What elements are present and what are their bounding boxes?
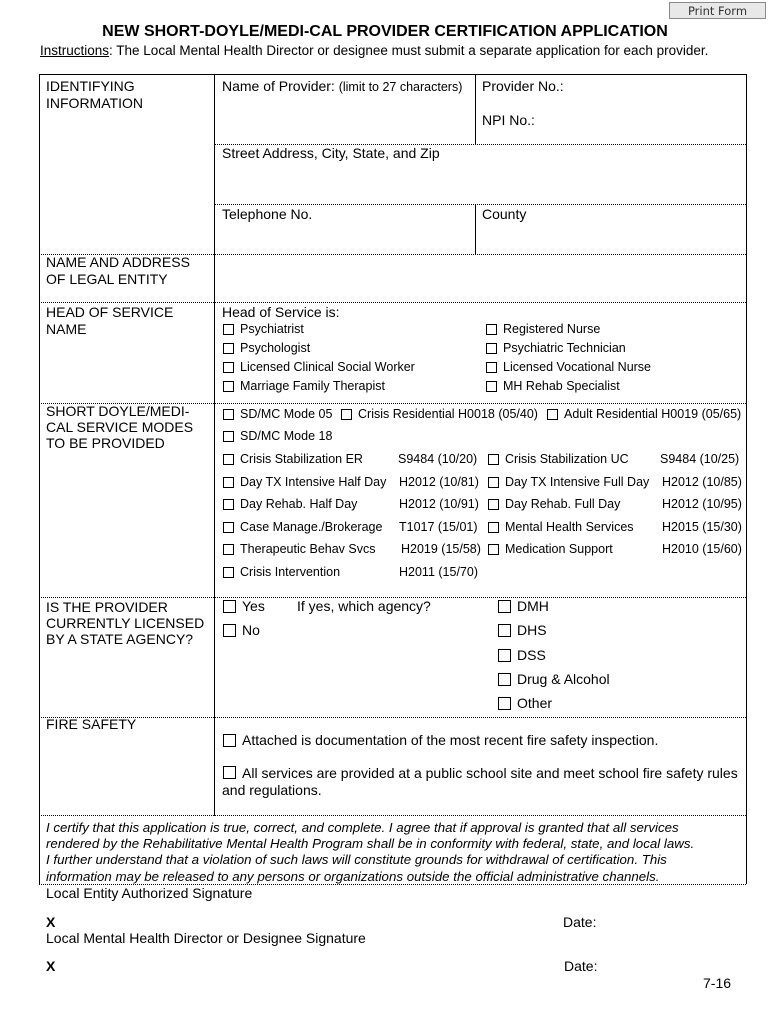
option-mode-18: SD/MC Mode 18 xyxy=(240,429,333,443)
option-psychiatrist: Psychiatrist xyxy=(240,322,304,336)
checkbox-mode-05[interactable] xyxy=(223,409,234,420)
provider-name-input[interactable] xyxy=(218,98,476,142)
checkbox-crisis-intervention[interactable] xyxy=(223,567,234,578)
checkbox-crisis-stabilization-uc[interactable] xyxy=(488,454,499,465)
page-number: 7-16 xyxy=(703,975,732,991)
date-label-1: Date: xyxy=(563,914,597,930)
option-day-tx-full: Day TX Intensive Full Day xyxy=(505,475,650,489)
table-right-border xyxy=(746,74,747,884)
checkbox-psychiatrist[interactable] xyxy=(223,324,234,335)
option-lvn: Licensed Vocational Nurse xyxy=(503,360,652,374)
code-day-rehab-full: H2012 (10/95) xyxy=(662,497,742,511)
checkbox-day-rehab-half[interactable] xyxy=(223,499,234,510)
service-modes-label-2: CAL SERVICE MODES xyxy=(46,419,194,435)
checkbox-registered-nurse[interactable] xyxy=(486,324,497,335)
option-medication-support: Medication Support xyxy=(505,542,613,556)
option-adult-residential: Adult Residential H0019 (05/65) xyxy=(564,407,742,421)
option-licensed-no: No xyxy=(242,622,260,638)
checkbox-agency-dss[interactable] xyxy=(498,649,511,662)
head-service-label-2: NAME xyxy=(46,321,87,337)
checkbox-agency-dmh[interactable] xyxy=(498,600,511,613)
telephone-input[interactable] xyxy=(218,226,476,254)
option-crisis-residential: Crisis Residential H0018 (05/40) xyxy=(358,407,538,421)
certification-line: I certify that this application is true, correct, and complete. I agree that if approval is granted that all services xyxy=(46,820,679,835)
checkbox-lvn[interactable] xyxy=(486,362,497,373)
fire-safety-divider xyxy=(39,815,746,816)
checkbox-licensed-no[interactable] xyxy=(223,624,236,637)
option-crisis-stabilization-er: Crisis Stabilization ER xyxy=(240,452,363,466)
service-modes-label-1: SHORT DOYLE/MEDI- xyxy=(46,403,190,419)
checkbox-day-tx-half[interactable] xyxy=(223,477,234,488)
checkbox-medication-support[interactable] xyxy=(488,544,499,555)
option-mft: Marriage Family Therapist xyxy=(240,379,385,393)
checkbox-psychologist[interactable] xyxy=(223,343,234,354)
county-input[interactable] xyxy=(478,226,746,254)
legal-entity-divider xyxy=(39,302,746,303)
option-mh-rehab: MH Rehab Specialist xyxy=(503,379,620,393)
checkbox-lcsw[interactable] xyxy=(223,362,234,373)
checkbox-crisis-stabilization-er[interactable] xyxy=(223,454,234,465)
form-title: NEW SHORT-DOYLE/MEDI-CAL PROVIDER CERTIFICATION APPLICATION xyxy=(102,23,668,40)
checkbox-mental-health-services[interactable] xyxy=(488,522,499,533)
checkbox-case-manage[interactable] xyxy=(223,522,234,533)
checkbox-licensed-yes[interactable] xyxy=(223,600,236,613)
checkbox-mh-rehab[interactable] xyxy=(486,381,497,392)
instructions-text: : The Local Mental Health Director or designee must submit a separate application for each provider. xyxy=(109,43,709,58)
which-agency-label: If yes, which agency? xyxy=(297,598,431,614)
code-crisis-stabilization-uc: S9484 (10/25) xyxy=(660,452,740,466)
identifying-label-1: IDENTIFYING xyxy=(46,78,135,94)
option-agency-other: Other xyxy=(517,695,553,711)
option-psychologist: Psychologist xyxy=(240,341,311,355)
option-day-tx-half: Day TX Intensive Half Day xyxy=(240,475,387,489)
checkbox-agency-dhs[interactable] xyxy=(498,624,511,637)
head-service-label-1: HEAD OF SERVICE xyxy=(46,304,174,320)
option-mode-05: SD/MC Mode 05 xyxy=(240,407,333,421)
legal-entity-input[interactable] xyxy=(218,258,746,300)
code-case-manage: T1017 (15/01) xyxy=(399,520,478,534)
certification-line: I further understand that a violation of such laws will constitute grounds for withdrawal of certification. This xyxy=(46,852,667,868)
name-limit-note: (limit to 27 characters) xyxy=(338,80,463,94)
licensed-divider xyxy=(39,717,746,718)
code-mental-health-services: H2015 (15/30) xyxy=(662,520,742,534)
signature-x-2: X xyxy=(46,958,56,974)
instructions xyxy=(40,43,708,58)
local-entity-signature-label: Local Entity Authorized Signature xyxy=(46,885,253,901)
option-crisis-intervention: Crisis Intervention xyxy=(240,565,341,579)
npi-no-input[interactable] xyxy=(540,111,746,133)
option-school-site-line-1: All services are provided at a public school site and meet school fire safety rules xyxy=(242,765,738,781)
service-modes-label-3: TO BE PROVIDED xyxy=(46,435,165,451)
label-column-divider xyxy=(214,74,215,816)
date-input-2[interactable] xyxy=(601,954,745,976)
table-left-border xyxy=(39,74,40,884)
certification-line: information may be released to any persons or organizations outside the official administrative channels. xyxy=(46,868,660,884)
option-agency-dss: DSS xyxy=(517,647,546,663)
checkbox-adult-residential[interactable] xyxy=(547,409,558,420)
provider-no-label: Provider No.: xyxy=(482,78,564,94)
print-form-button[interactable]: Print Form xyxy=(669,2,766,19)
option-agency-dmh: DMH xyxy=(517,598,549,614)
checkbox-school-site[interactable] xyxy=(223,766,236,779)
checkbox-psychiatric-technician[interactable] xyxy=(486,343,497,354)
signature-x-1: X xyxy=(46,914,56,930)
checkbox-mode-18[interactable] xyxy=(223,431,234,442)
option-licensed-yes: Yes xyxy=(242,598,265,614)
code-crisis-intervention: H2011 (15/70) xyxy=(399,565,478,579)
option-day-rehab-half: Day Rehab. Half Day xyxy=(240,497,358,511)
licensed-label-1: IS THE PROVIDER xyxy=(46,599,168,615)
licensed-label-2: CURRENTLY LICENSED xyxy=(46,615,205,631)
legal-entity-label-1: NAME AND ADDRESS xyxy=(46,254,190,270)
date-input-1[interactable] xyxy=(600,910,744,932)
checkbox-crisis-residential[interactable] xyxy=(341,409,352,420)
county-label: County xyxy=(482,206,527,222)
checkbox-agency-drug-alcohol[interactable] xyxy=(498,673,511,686)
option-fire-inspection: Attached is documentation of the most recent fire safety inspection. xyxy=(242,732,659,748)
licensed-label-3: BY A STATE AGENCY? xyxy=(46,631,194,647)
checkbox-agency-other[interactable] xyxy=(498,697,511,710)
name-of-provider-label xyxy=(222,78,462,96)
instructions-prefix: Instructions xyxy=(40,43,110,58)
legal-entity-label-2: OF LEGAL ENTITY xyxy=(46,271,168,287)
director-signature-label: Local Mental Health Director or Designee Signature xyxy=(46,930,366,946)
address-row-divider xyxy=(214,204,746,205)
local-entity-signature-input[interactable] xyxy=(62,910,536,932)
code-day-tx-half: H2012 (10/81) xyxy=(399,475,479,489)
certification-line: rendered by the Rehabilitative Mental Health Program shall be in conformity with federal, state, and local laws. xyxy=(46,836,695,852)
option-registered-nurse: Registered Nurse xyxy=(503,322,601,336)
option-case-manage: Case Manage./Brokerage xyxy=(240,520,383,534)
checkbox-day-rehab-full[interactable] xyxy=(488,499,499,510)
option-day-rehab-full: Day Rehab. Full Day xyxy=(505,497,621,511)
code-crisis-stabilization-er: S9484 (10/20) xyxy=(398,452,478,466)
identifying-label-2: INFORMATION xyxy=(46,95,143,111)
provider-no-input[interactable] xyxy=(574,77,746,99)
option-school-site-line-2: and regulations. xyxy=(222,782,322,798)
code-day-rehab-half: H2012 (10/91) xyxy=(399,497,479,511)
option-agency-drug-alcohol: Drug & Alcohol xyxy=(517,671,610,687)
date-label-2: Date: xyxy=(564,958,598,974)
fire-safety-label: FIRE SAFETY xyxy=(46,716,137,732)
certification-statement xyxy=(46,820,746,885)
checkbox-fire-inspection[interactable] xyxy=(223,734,236,747)
name-of-provider-text: Name of Provider: xyxy=(222,78,335,94)
option-therapeutic-behav: Therapeutic Behav Svcs xyxy=(240,542,376,556)
checkbox-day-tx-full[interactable] xyxy=(488,477,499,488)
code-medication-support: H2010 (15/60) xyxy=(662,542,742,556)
head-service-heading: Head of Service is: xyxy=(222,304,340,320)
npi-no-label: NPI No.: xyxy=(482,112,535,128)
option-crisis-stabilization-uc: Crisis Stabilization UC xyxy=(505,452,629,466)
checkbox-therapeutic-behav[interactable] xyxy=(223,544,234,555)
option-mental-health-services: Mental Health Services xyxy=(505,520,634,534)
table-top-border xyxy=(39,74,747,75)
director-signature-input[interactable] xyxy=(62,954,536,976)
street-address-label: Street Address, City, State, and Zip xyxy=(222,145,440,161)
code-day-tx-full: H2012 (10/85) xyxy=(662,475,742,489)
telephone-label: Telephone No. xyxy=(222,206,313,222)
checkbox-mft[interactable] xyxy=(223,381,234,392)
option-psychiatric-technician: Psychiatric Technician xyxy=(503,341,626,355)
option-agency-dhs: DHS xyxy=(517,622,547,638)
option-lcsw: Licensed Clinical Social Worker xyxy=(240,360,415,374)
street-address-input[interactable] xyxy=(218,165,746,203)
code-therapeutic-behav: H2019 (15/58) xyxy=(401,542,481,556)
